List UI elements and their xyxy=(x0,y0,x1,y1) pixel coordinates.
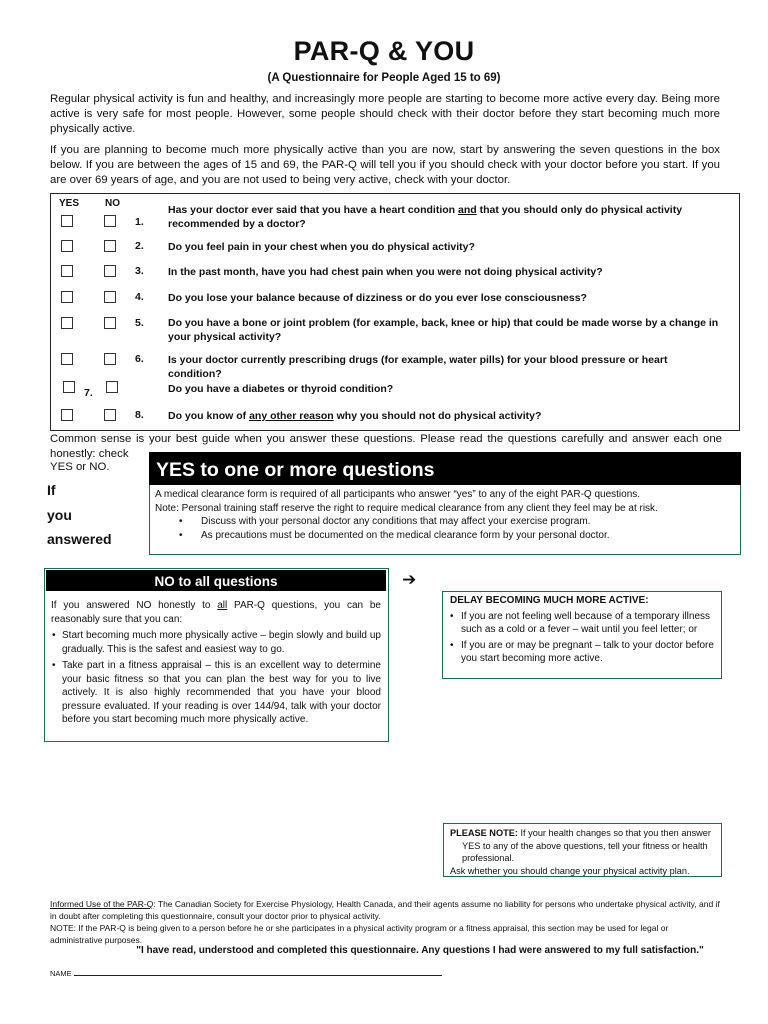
q3-yes-checkbox[interactable] xyxy=(61,265,73,277)
no-bullet: • Take part in a fitness appraisal – this is an excellent way to determine your basic fitness so that you can plan the best way for you to live actively. It is also highly recommended that you have your blood pressure evaluated. If your reading is over 144/94, talk with your doctor before you start becoming much more physically active. xyxy=(51,659,381,727)
page-subtitle: (A Questionnaire for People Aged 15 to 69) xyxy=(267,72,501,84)
question-8-text: Do you know of any other reason why you should not do physical activity? xyxy=(168,410,542,422)
delay-bullet: • If you are not feeling well because of a temporary illness such as a cold or a fever – wait until you feel letter; or xyxy=(450,610,716,637)
question-number: 8. xyxy=(135,409,144,421)
no-bullet: • Start becoming much more physically active – begin slowly and build up gradually. This is the safest and easiest way to go. xyxy=(51,629,381,656)
q4-yes-checkbox[interactable] xyxy=(61,291,73,303)
name-field-row xyxy=(50,969,442,978)
question-number: 1. xyxy=(135,216,144,228)
delay-section-body xyxy=(450,594,716,666)
question-6-text: Is your doctor currently prescribing drugs (for example, water pills) for your blood pressure or heart condition? xyxy=(168,354,668,380)
question-number: 7. xyxy=(84,387,93,399)
question-4-text: Do you lose your balance because of dizziness or do you ever lose consciousness? xyxy=(168,292,587,304)
q2-no-checkbox[interactable] xyxy=(104,240,116,252)
delay-bullet: • If you are or may be pregnant – talk to your doctor before you start becoming more active. xyxy=(450,639,716,666)
no-section-heading: NO to all questions xyxy=(46,570,386,591)
q8-no-checkbox[interactable] xyxy=(104,409,116,421)
yes-section-heading: YES to one or more questions xyxy=(149,452,741,485)
question-3-text: In the past month, have you had chest pain when you were not doing physical activity? xyxy=(168,266,603,278)
intro-paragraph-1: Regular physical activity is fun and healthy, and increasingly more people are starting to become more active every day. Being more active is very safe for most people. However, some people should check with their doctor before they start becoming much more physically active. xyxy=(50,93,720,135)
intro-paragraph-2: If you are planning to become much more physically active than you are now, start by answering the seven questions in the box below. If you are between the ages of 15 and 69, the PAR-Q will tell you if you should check with your doctor before you start. If you are over 69 years of age, and you are not used to being very active, check with your doctor. xyxy=(50,144,720,186)
q3-no-checkbox[interactable] xyxy=(104,265,116,277)
right-arrow-icon: ➔ xyxy=(402,570,417,590)
question-2-text: Do you feel pain in your chest when you do physical activity? xyxy=(168,241,475,253)
no-section-body: If you answered NO honestly to all PAR-Q questions, you can be reasonably sure that you can: • Start becoming much more physically active – begin slowly and build up gradually. This is the safest and easiest way to go. • Take part in a fitness appraisal – this is an excellent way to determine your basic fitness so that you can plan the best way for you to live actively. It is also highly recommended that you have your blood pressure evaluated. If your reading is over 144/94, talk with your doctor before you start becoming much more physically active. xyxy=(51,599,381,727)
common-sense-text: Common sense is your best guide when you answer these questions. Please read the questions carefully and answer each one honestly: check xyxy=(50,433,722,460)
yes-column-header: YES xyxy=(59,198,80,209)
please-note-body: PLEASE NOTE: If your health changes so that you then answer YES to any of the above questions, tell your fitness or health professional. Ask whether you should change your physical activity plan. xyxy=(450,828,711,876)
q5-no-checkbox[interactable] xyxy=(104,317,116,329)
question-5-text: Do you have a bone or joint problem (for example, back, knee or hip) that could be made worse by a change in your physical activity? xyxy=(168,317,719,343)
question-number: 4. xyxy=(135,291,144,303)
name-input-line[interactable] xyxy=(74,969,442,976)
delay-section-heading: DELAY BECOMING MUCH MORE ACTIVE: xyxy=(450,595,649,606)
informed-use-text: Informed Use of the PAR-Q: The Canadian Society for Exercise Physiology, Health Canada, and their agents assume no liability for persons who undertake physical activity, and if in doubt after completing this questionnaire, consult your doctor prior to physical activity. NOTE: If the PAR-Q is being given to a person before he or she participates in a physical activity program or a fitness appraisal, this section may be used for legal or administrative purposes. xyxy=(50,899,720,945)
q6-no-checkbox[interactable] xyxy=(104,353,116,365)
no-column-header: NO xyxy=(105,198,120,209)
page-title: PAR-Q & YOU xyxy=(293,36,475,66)
question-7-text: Do you have a diabetes or thyroid condition? xyxy=(168,383,394,395)
q7-no-checkbox[interactable] xyxy=(106,381,118,393)
q5-yes-checkbox[interactable] xyxy=(61,317,73,329)
question-number: 2. xyxy=(135,240,144,252)
q7-yes-checkbox[interactable] xyxy=(63,381,75,393)
name-label: NAME xyxy=(50,969,72,978)
q2-yes-checkbox[interactable] xyxy=(61,240,73,252)
q1-no-checkbox[interactable] xyxy=(104,215,116,227)
yes-bullet: • Discuss with your personal doctor any conditions that may affect your exercise program. xyxy=(155,515,735,529)
question-number: 5. xyxy=(135,317,144,329)
q6-yes-checkbox[interactable] xyxy=(61,353,73,365)
q1-yes-checkbox[interactable] xyxy=(61,215,73,227)
common-sense-text-2: YES or NO. xyxy=(50,461,110,473)
yes-section-body: A medical clearance form is required of all participants who answer “yes” to any of the eight PAR-Q questions. Note: Personal training staff reserve the right to require medical clearance from any client they feel may be at risk. • Discuss with your personal doctor any conditions that may affect your exercise program. • As precautions must be documented on the medical clearance form by your personal doctor. xyxy=(155,488,735,542)
q4-no-checkbox[interactable] xyxy=(104,291,116,303)
q8-yes-checkbox[interactable] xyxy=(61,409,73,421)
question-1-text: Has your doctor ever said that you have a heart condition and that you should only do physical activity recommended by a doctor? xyxy=(168,204,683,230)
yes-bullet: • As precautions must be documented on the medical clearance form by your personal doctor. xyxy=(155,529,735,543)
if-you-answered-label: If you answered xyxy=(47,482,112,547)
declaration-text: "I have read, understood and completed this questionnaire. Any questions I had were answered to my full satisfaction." xyxy=(136,945,704,956)
question-number: 6. xyxy=(135,353,144,365)
question-number: 3. xyxy=(135,265,144,277)
